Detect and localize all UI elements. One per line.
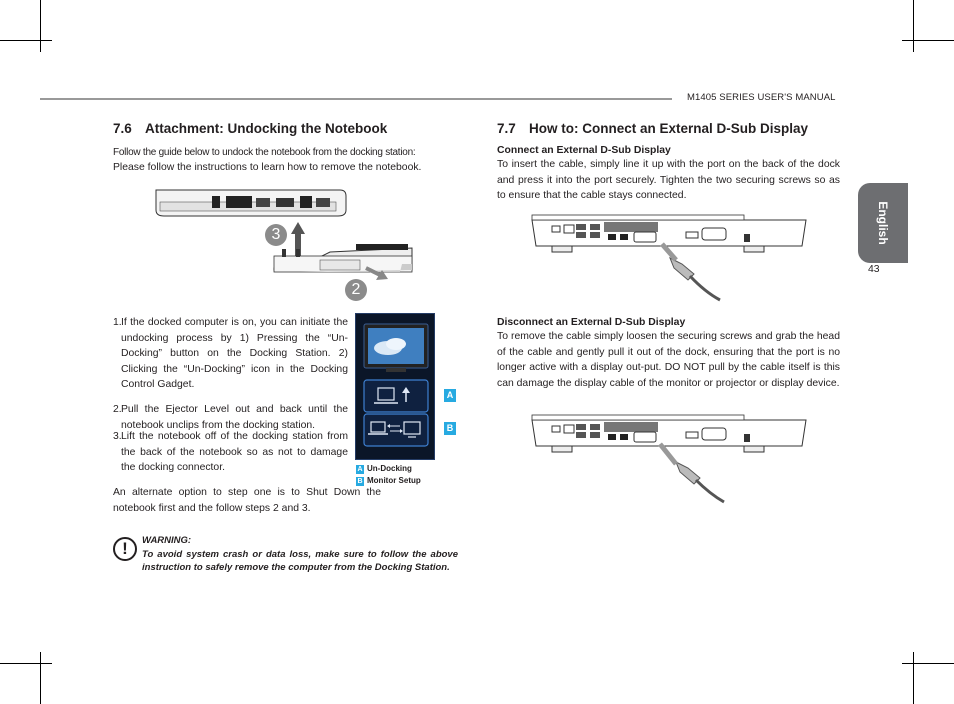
alternate-option [113,485,381,516]
monitor-setup-gadget-button[interactable] [364,414,428,446]
section-number: 7.7 [497,121,516,136]
disconnect-dsub-illustration [530,412,810,504]
list-item [113,429,348,476]
crop-mark [902,40,954,41]
legend-item-monitor-setup [356,476,421,486]
crop-mark [913,652,914,704]
crop-mark [40,0,41,52]
step-text: Pull the Ejector Level out and back until the notebook unclips from the docking station. [121,404,348,431]
section-heading-7-6 [113,121,387,136]
dock-rear-view [532,415,806,452]
section-heading-7-7 [497,121,808,136]
step-number: 3. [113,431,122,442]
manual-title: M1405 SERIES USER'S MANUAL [687,92,836,103]
section-title: How to: Connect an External D-Sub Display [529,121,809,136]
step-2-badge: 2 [345,279,367,301]
legend-item-undocking [356,464,412,474]
docking-control-gadget [355,313,435,460]
section-title: Attachment: Undocking the Notebook [145,121,388,136]
legend-key: B [357,478,363,485]
crop-mark [913,0,914,52]
callout-b-tag: B [444,422,456,435]
language-label: English [876,201,890,245]
page-number: 43 [868,264,880,275]
gadget-graphic [356,314,436,461]
header-rule [40,98,672,100]
warning-text: To avoid system crash or data loss, make sure to follow the above instruction to safely remove the computer from the Docking Station. [142,549,458,573]
dock-rear-view [532,215,806,252]
warning-icon: ! [113,537,137,561]
legend-label: Monitor Setup [367,476,421,485]
connect-paragraph: To insert the cable, simply line it up with the port on the back of the dock and press it into the port securely. Tighten the two securing screws so as to ensure that the cable stays connected. [497,159,840,201]
undocking-illustration [150,186,420,306]
disconnect-paragraph: To remove the cable simply loosen the securing screws and grab the head of the cable and gently pull it out of the dock, ensuring that the port is no longer active with a display out-put. DO NOT pull by the cable itself is this can damage the display cable of the monitor or projector or display device. [497,331,840,389]
disconnect-subheading: Disconnect an External D-Sub Display [497,317,686,328]
intro-line-1: Follow the guide below to undock the notebook from the docking station: [113,147,416,158]
undock-gadget-button[interactable] [364,380,428,412]
step-number: 1. [113,317,122,328]
vga-cable-icon [660,444,724,502]
section-number: 7.6 [113,121,132,136]
step-number: 2. [113,404,122,415]
connect-subheading: Connect an External D-Sub Display [497,145,671,156]
callout-a-tag: A [444,389,456,402]
warning-title: WARNING: [142,535,192,546]
docking-station-side-view [274,244,412,272]
language-tab [858,183,908,263]
intro-line-2: Please follow the instructions to learn how to remove the notebook. [113,162,422,173]
notebook-side-view [156,190,346,216]
connect-dsub-illustration [530,212,810,304]
vga-cable-icon [662,244,720,300]
crop-mark [0,663,52,664]
list-item [113,315,348,393]
crop-mark [0,40,52,41]
step-text: If the docked computer is on, you can initiate the undocking process by 1) Pressing the “Un-Docking” button on the Docking Station. 2) Clicking the “Un-Docking” icon in the Docking Control Gadget. [121,317,348,390]
step-text: Lift the notebook off of the docking station from the back of the notebook so as not to damage the docking connector. [121,431,348,473]
crop-mark [902,663,954,664]
step-3-badge: 3 [265,224,287,246]
crop-mark [40,652,41,704]
legend-label: Un-Docking [367,464,412,473]
alternate-option-text: An alternate option to step one is to Shut Down the notebook first and the follow steps 2 and 3. [113,487,381,514]
legend-key: A [357,466,363,473]
